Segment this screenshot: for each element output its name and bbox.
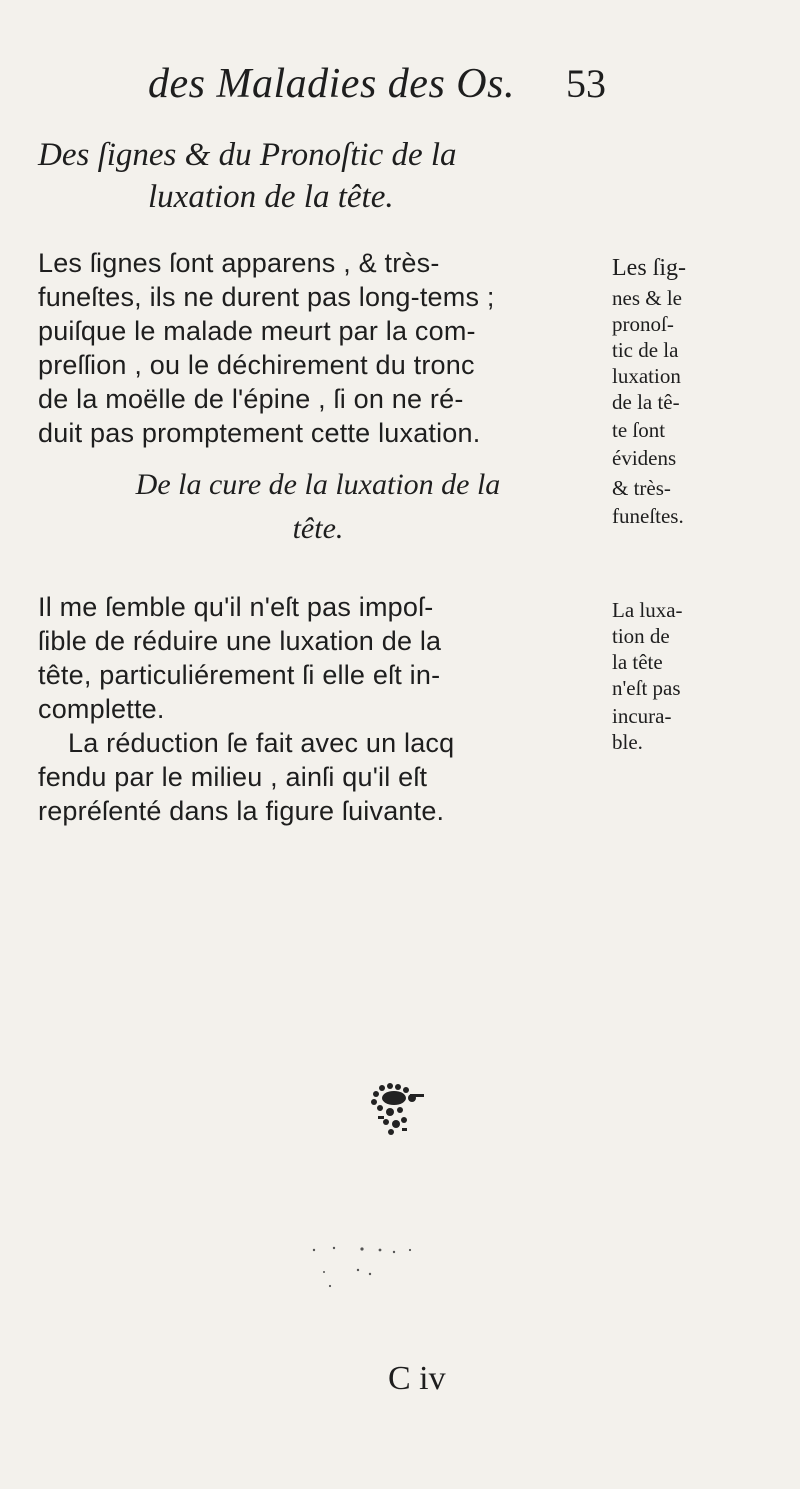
text-line: complette.	[38, 694, 165, 724]
margin-line: nes & le	[612, 286, 682, 310]
text-line: Les ſignes ſont apparens , & très-	[38, 248, 440, 278]
margin-line: de la tê-	[612, 390, 680, 414]
margin-line: incura-	[612, 704, 672, 728]
text-line: duit pas promptement cette luxation.	[38, 418, 481, 448]
margin-line: évidens	[612, 446, 677, 470]
text-line: Il me ſemble qu'il n'eſt pas impoſ-	[38, 592, 434, 622]
page-number: 53	[566, 61, 606, 106]
margin-line: n'eſt pas	[612, 676, 681, 700]
margin-line: tic de la	[612, 338, 679, 362]
margin-line: & très-	[612, 476, 671, 500]
margin-line: funeſtes.	[612, 504, 684, 528]
paper-specks	[300, 1240, 440, 1290]
text-line: fendu par le milieu , ainſi qu'il eſt	[38, 762, 428, 792]
text-line: repréſenté dans la figure ſuivante.	[38, 796, 445, 826]
section-heading-cure-cont: tête.	[292, 512, 344, 545]
margin-line: la tête	[612, 650, 663, 674]
text-line: puiſque le malade meurt par la com-	[38, 316, 476, 346]
margin-line: te ſont	[612, 418, 666, 442]
section-heading-signs-cont: luxation de la tête.	[148, 179, 394, 215]
margin-line: tion de	[612, 624, 670, 648]
margin-line: La luxa-	[612, 598, 683, 622]
text-line: La réduction ſe fait avec un lacq	[68, 728, 455, 758]
text-line: tête, particuliérement ſi elle eſt in-	[38, 660, 441, 690]
text-line: ſible de réduire une luxation de la	[38, 626, 442, 656]
section-heading-cure: De la cure de la luxation de la	[135, 468, 501, 501]
signature-mark: C iv	[388, 1360, 446, 1397]
text-line: de la moëlle de l'épine , ſi on ne ré-	[38, 384, 464, 414]
margin-line: pronoſ-	[612, 312, 674, 336]
margin-line: luxation	[612, 364, 681, 388]
margin-line: ble.	[612, 730, 643, 754]
text-line: preſſion , ou le déchirement du tronc	[38, 350, 475, 380]
printer-ornament-icon	[360, 1078, 430, 1138]
text-line: funeſtes, ils ne durent pas long-tems ;	[38, 282, 495, 312]
running-title: des Maladies des Os.	[148, 61, 515, 107]
margin-line: Les ſig-	[612, 255, 686, 281]
running-head	[0, 60, 800, 110]
section-heading-signs: Des ſignes & du Pronoſtic de la	[38, 137, 457, 173]
